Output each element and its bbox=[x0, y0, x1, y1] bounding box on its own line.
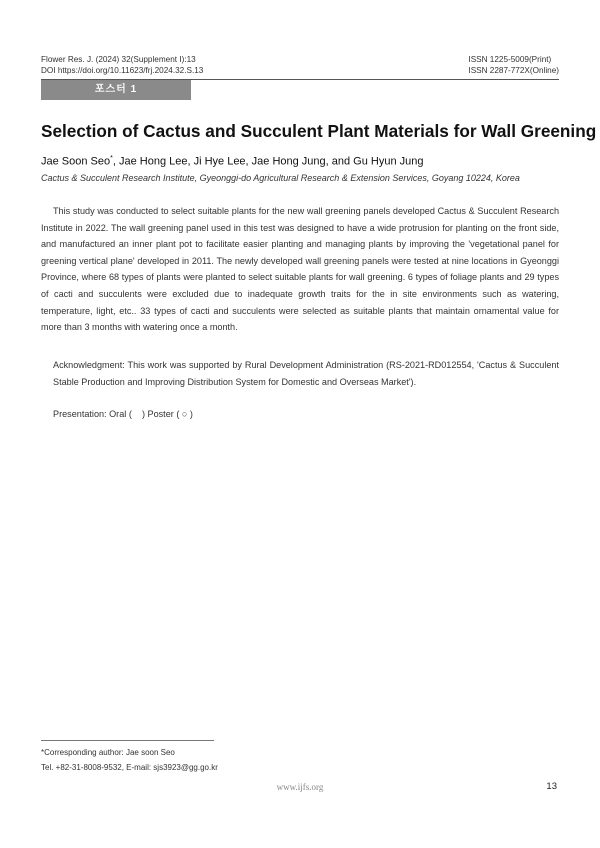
affiliation: Cactus & Succulent Research Institute, Gyeonggi-do Agricultural Research & Extension Services, Goyang 10224, Korea bbox=[41, 173, 520, 183]
contact-info: Tel. +82-31-8008-9532, E-mail: sjs3923@gg.go.kr bbox=[41, 763, 218, 772]
acknowledgment-text: Acknowledgment: This work was supported by Rural Development Administration (RS-2021-RD012554, 'Cactus & Succulent Stable Production and Improving Distribution System for Domestic and Overseas Market'). bbox=[53, 360, 559, 387]
corresponding-mark: * bbox=[110, 155, 113, 162]
issn-block bbox=[468, 54, 559, 76]
corresponding-author: *Corresponding author: Jae soon Seo bbox=[41, 748, 175, 757]
journal-line: Flower Res. J. (2024) 32(Supplement I):13 bbox=[41, 55, 196, 64]
author-first: Jae Soon Seo bbox=[41, 155, 111, 168]
paper-title: Selection of Cactus and Succulent Plant Materials for Wall Greening bbox=[41, 121, 597, 141]
footer-url[interactable]: www.ijfs.org bbox=[276, 782, 324, 792]
issn-print: ISSN 1225-5009(Print) bbox=[468, 55, 552, 64]
doi-line[interactable]: DOI https://doi.org/10.11623/frj.2024.32.S.13 bbox=[41, 66, 204, 75]
issn-online: ISSN 2287-772X(Online) bbox=[468, 66, 559, 75]
author-rest: , Jae Hong Lee, Ji Hye Lee, Jae Hong Jung, and Gu Hyun Jung bbox=[112, 155, 424, 168]
footnote-divider bbox=[41, 740, 214, 741]
section-tag: 포스터 1 bbox=[41, 80, 191, 100]
journal-citation bbox=[41, 54, 203, 76]
author-list bbox=[41, 155, 424, 168]
page-number: 13 bbox=[546, 781, 557, 792]
footnote bbox=[41, 745, 218, 775]
presentation-type: Presentation: Oral ( ) Poster ( ○ ) bbox=[53, 409, 193, 419]
abstract-text: This study was conducted to select suitable plants for the new wall greening panels developed Cactus & Succulent Research Institute in 2022. The wall greening panel used in this test was designed to have a wide protrusion for planting on the front side, and manufactured an inner plant pot to facilitate easier planting and managing plants by improving the 'vegetational panel for greening vertical plane' developed in 2011. The newly developed wall greening panels were tested at nine locations in Gyeonggi Province, where 68 types of plants were planted to select suitable plants for wall greening. 6 types of foliage plants and 29 types of cacti and succulents were excluded due to inadequate growth traits for the in site environments such as watering, temperature, light, etc.. 33 types of cacti and succulents were selected as suitable plants that maintain ornamental value for more than 3 months with watering once a month. bbox=[41, 206, 559, 333]
